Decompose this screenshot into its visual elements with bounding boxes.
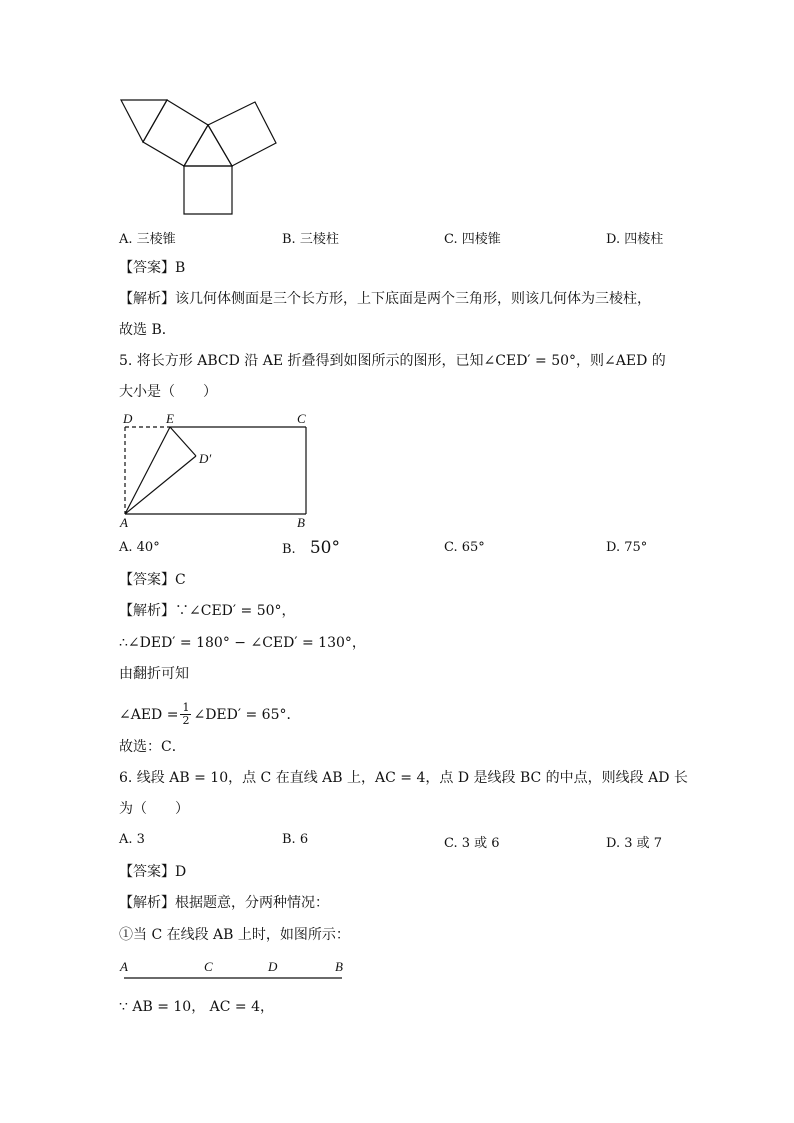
q5-analysis-line5: 故选：C． bbox=[119, 739, 186, 755]
q5-option-a: A. 40° bbox=[119, 540, 160, 555]
segment-ad-prime bbox=[125, 456, 196, 514]
q6-option-c: C. 3 或 6 bbox=[444, 836, 500, 851]
fraction-denominator: 2 bbox=[182, 714, 190, 727]
q5-answer: 【答案】C bbox=[119, 572, 186, 588]
q4-option-b: B. 三棱柱 bbox=[282, 232, 339, 247]
net-top-triangle bbox=[121, 100, 167, 142]
label-e: E bbox=[166, 411, 174, 426]
net-center-triangle bbox=[184, 125, 232, 166]
q6-option-a: A. 3 bbox=[119, 832, 145, 847]
q5-analysis-line1: 【解析】∵∠CED′ = 50°， bbox=[119, 603, 296, 619]
q6-option-b: B. 6 bbox=[282, 832, 309, 847]
q5-stem-line2: 大小是（ ） bbox=[119, 384, 217, 400]
q5-option-b bbox=[282, 538, 340, 558]
q5-stem-line1: 5. 将长方形 ABCD 沿 AE 折叠得到如图所示的图形，已知∠CED′ = 50°，则∠AED 的 bbox=[119, 353, 666, 369]
label-c: C bbox=[297, 411, 306, 426]
q6-option-d: D. 3 或 7 bbox=[606, 836, 663, 851]
q5-analysis-line4 bbox=[119, 702, 301, 727]
fold-line-ae bbox=[125, 427, 170, 514]
q5-option-b-value: 50° bbox=[309, 538, 340, 558]
q4-analysis-line2: 故选 B． bbox=[119, 322, 176, 338]
q4-option-c: C. 四棱锥 bbox=[444, 232, 501, 247]
net-bottom-square bbox=[184, 166, 232, 214]
q4-option-a: A. 三棱锥 bbox=[119, 232, 176, 247]
net-left-rectangle bbox=[143, 100, 208, 166]
label-a: A bbox=[120, 515, 128, 530]
q6-analysis-line2: ①当 C 在线段 AB 上时，如图所示： bbox=[119, 927, 350, 943]
q4-option-d: D. 四棱柱 bbox=[606, 232, 664, 247]
q6-analysis-line3: ∵ AB = 10， AC = 4， bbox=[119, 999, 275, 1015]
q6-answer: 【答案】D bbox=[119, 864, 187, 880]
seg-label-a: A bbox=[120, 959, 128, 974]
seg-label-c: C bbox=[204, 959, 213, 974]
fraction-one-half bbox=[180, 702, 191, 727]
q5-option-c: C. 65° bbox=[444, 540, 485, 555]
label-d-prime: D′ bbox=[199, 451, 212, 466]
triangular-prism-net-figure bbox=[110, 92, 300, 220]
q6-stem-line2: 为（ ） bbox=[119, 801, 189, 817]
seg-label-d: D bbox=[268, 959, 278, 974]
q6-stem-line1: 6. 线段 AB = 10，点 C 在直线 AB 上，AC = 4，点 D 是线段 BC 的中点，则线段 AD 长 bbox=[119, 770, 688, 786]
q5-option-d: D. 75° bbox=[606, 540, 648, 555]
seg-label-b: B bbox=[335, 959, 343, 974]
q6-analysis-line1: 【解析】根据题意，分两种情况： bbox=[119, 895, 329, 911]
q5-analysis-line4-post: ∠DED′ = 65°． bbox=[193, 706, 301, 723]
q5-analysis-line4-pre: ∠AED = bbox=[119, 706, 179, 723]
folded-rectangle-figure bbox=[115, 410, 320, 532]
net-right-rectangle bbox=[208, 102, 276, 166]
q5-analysis-line3: 由翻折可知 bbox=[119, 666, 189, 682]
q5-analysis-line2: ∴∠DED′ = 180° − ∠CED′ = 130°， bbox=[119, 635, 366, 651]
q4-analysis-line1: 【解析】该几何体侧面是三个长方形，上下底面是两个三角形，则该几何体为三棱柱， bbox=[119, 291, 651, 307]
fraction-numerator: 1 bbox=[182, 701, 190, 714]
label-b: B bbox=[297, 515, 305, 530]
label-d: D bbox=[123, 411, 133, 426]
q4-answer: 【答案】B bbox=[119, 260, 186, 276]
q5-option-b-prefix: B. bbox=[282, 542, 296, 557]
segment-ed-prime bbox=[170, 427, 196, 456]
segment-acdb-figure bbox=[115, 955, 355, 990]
